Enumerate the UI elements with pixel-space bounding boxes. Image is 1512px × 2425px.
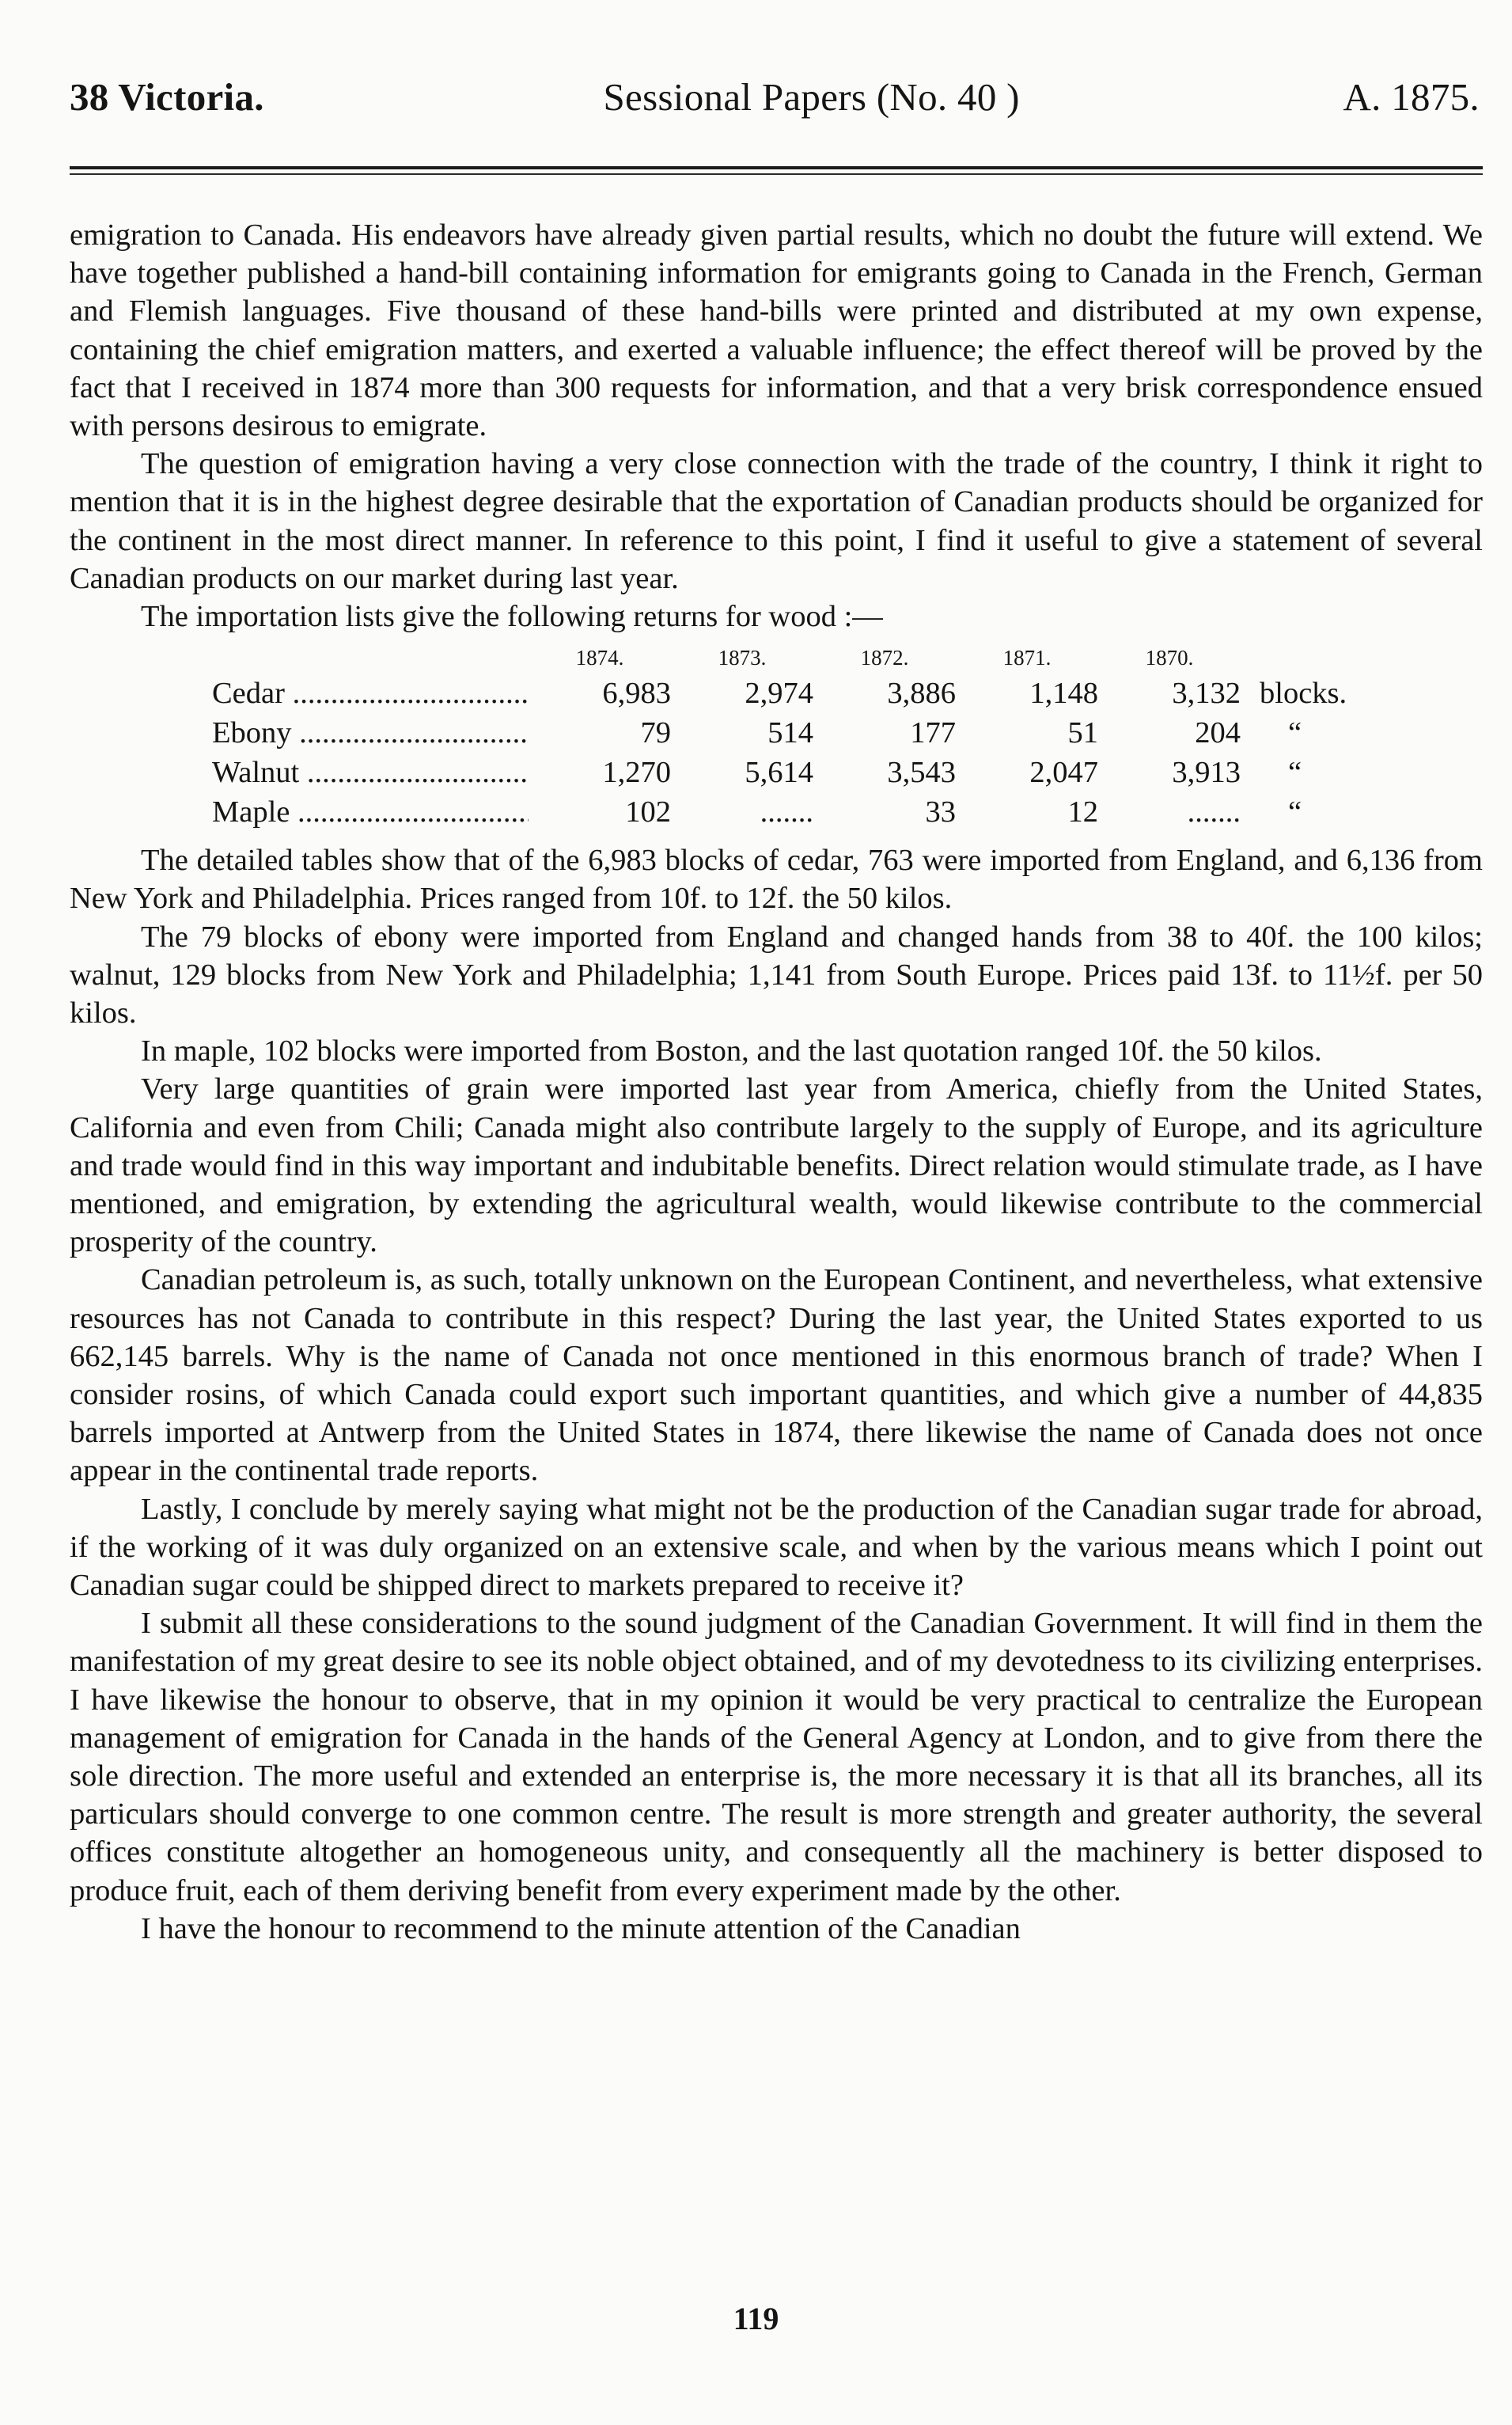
wood-name: Walnut .....: [212, 756, 529, 789]
paragraph: Lastly, I conclude by merely saying what might not be the production of the Canadian sugar trade for abroad, if the working of it was duly organized on an extensive scale, and when by the various means which I point out Canadian sugar could be shipped direct to markets prepared to receive it?: [70, 1492, 1483, 1602]
wood-name: Maple .....: [212, 795, 529, 829]
paragraph: The 79 blocks of ebony were imported from England and changed hands from 38 to 40f. the 100 kilos; walnut, 129 blocks from New York and Philadelphia; 1,141 from South Europe. Prices paid 13f. to 11½f. per 50 kilos.: [70, 920, 1483, 1030]
table-cell: 204: [1195, 716, 1241, 750]
wood-import-table: [70, 642, 1415, 832]
wood-name: Cedar .....: [212, 677, 529, 710]
unit-cell: blocks.: [1260, 677, 1347, 711]
unit-cell: “: [1288, 756, 1302, 790]
table-cell: 33: [925, 795, 956, 829]
table-cell: 51: [1067, 716, 1098, 750]
header-session: 38 Victoria.: [70, 75, 264, 119]
running-header: [70, 76, 1483, 119]
table-cell: 3,886: [887, 677, 956, 711]
document-page: [70, 76, 1483, 1948]
wood-name-cell: [70, 792, 529, 832]
table-cell: 79: [640, 716, 671, 750]
table-header-blank: [1241, 642, 1415, 674]
header-title: Sessional Papers (No. 40 ): [603, 75, 1020, 119]
table-row: [70, 674, 1415, 713]
table-row: [70, 713, 1415, 753]
year-header: 1873.: [718, 646, 767, 670]
year-header: 1872.: [860, 646, 909, 670]
wood-name-cell: [70, 674, 529, 713]
paragraph: emigration to Canada. His endeavors have already given partial results, which no doubt the future will extend. We have together published a hand-bill containing information for emigrants going to Canada in the French, German and Flemish languages. Five thousand of these hand-bills were printed and distributed at my own expense, containing the chief emigration matters, and exerted a valuable influence; the effect thereof will be proved by the fact that I received in 1874 more than 300 requests for information, and that a very brisk correspondence ensued with persons desirous to emigrate.: [70, 218, 1483, 442]
table-cell: .......: [760, 795, 813, 829]
paragraph: The detailed tables show that of the 6,983 blocks of cedar, 763 were imported from England, and 6,136 from New York and Philadelphia. Prices ranged from 10f. to 12f. the 50 kilos.: [70, 844, 1483, 916]
header-rule: [70, 166, 1483, 175]
table-row: [70, 792, 1415, 832]
table-cell: 1,148: [1029, 677, 1098, 711]
paragraph: I have the honour to recommend to the minute attention of the Canadian: [141, 1911, 1021, 1945]
table-cell: 514: [767, 716, 813, 750]
table-cell: 3,543: [887, 756, 956, 790]
table-cell: 12: [1067, 795, 1098, 829]
paragraph: In maple, 102 blocks were imported from Boston, and the last quotation ranged 10f. the 50 kilos.: [141, 1034, 1322, 1068]
year-header: 1870.: [1145, 646, 1194, 670]
table-cell: 102: [625, 795, 671, 829]
paragraph: The importation lists give the following returns for wood :—: [141, 599, 883, 633]
year-header: 1874.: [575, 646, 624, 670]
table-cell: 2,974: [745, 677, 813, 711]
table-cell: 2,047: [1029, 756, 1098, 790]
table-header-blank: [70, 642, 529, 674]
page-number: 119: [733, 2301, 779, 2336]
unit-cell: “: [1288, 716, 1302, 750]
header-rule-thin: [70, 173, 1483, 175]
year-header: 1871.: [1002, 646, 1052, 670]
paragraph: Very large quantities of grain were imported last year from America, chiefly from the United States, California and even from Chili; Canada might also contribute largely to the supply of Europe, and its agriculture and trade would find in this way important and indubitable benefits. Direct relation would stimulate trade, as I have mentioned, and emigration, by extending the agricultural wealth, would likewise contribute to the commercial prosperity of the country.: [70, 1072, 1483, 1259]
table-cell: 5,614: [745, 756, 813, 790]
header-rule-thick: [70, 166, 1483, 169]
table-cell: 3,913: [1172, 756, 1241, 790]
table-cell: 177: [910, 716, 956, 750]
table-cell: 1,270: [602, 756, 671, 790]
unit-cell: “: [1288, 795, 1302, 829]
table-row: [70, 753, 1415, 792]
paragraph: I submit all these considerations to the sound judgment of the Canadian Government. It will find in them the manifestation of my great desire to see its noble object obtained, and of my devotedness to its civilizing enterprises. I have likewise the honour to observe, that in my opinion it would be very practical to centralize the European management of emigration for Canada in the hands of the General Agency at London, and to give from there the sole direction. The more useful and extended an enterprise is, the more necessary it is that all its branches, all its particulars should converge to one common centre. The result is more strength and greater authority, the several offices constitute altogether an homogeneous unity, and consequently all the machinery is better disposed to produce fruit, each of them deriving benefit from every experiment made by the other.: [70, 1607, 1483, 1907]
paragraph: Canadian petroleum is, as such, totally unknown on the European Continent, and nevertheless, what extensive resources has not Canada to contribute in this respect? During the last year, the United States exported to us 662,145 barrels. Why is the name of Canada not once mentioned in this enormous branch of trade? When I consider rosins, of which Canada could export such important quantities, and which give a number of 44,835 barrels imported at Antwerp from the United States in 1874, there likewise the name of Canada does not once appear in the continental trade reports.: [70, 1263, 1483, 1488]
table-header-row: [70, 642, 1415, 674]
table-cell: 3,132: [1172, 677, 1241, 711]
wood-name-cell: [70, 753, 529, 792]
header-year: A. 1875.: [1343, 75, 1480, 119]
table-cell: .......: [1187, 795, 1241, 829]
wood-name: Ebony .....: [212, 716, 529, 750]
wood-name-cell: [70, 713, 529, 753]
table-cell: 6,983: [602, 677, 671, 711]
body-text: [70, 216, 1483, 1948]
paragraph: The question of emigration having a very close connection with the trade of the country, I think it right to mention that it is in the highest degree desirable that the exportation of Canadian products should be organized for the continent in the most direct manner. In reference to this point, I find it useful to give a statement of several Canadian products on our market during last year.: [70, 447, 1483, 595]
